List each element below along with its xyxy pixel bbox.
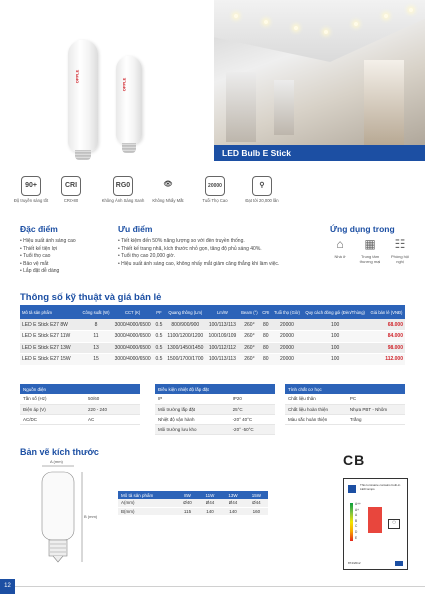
bulb-symbol-icon <box>348 485 356 493</box>
ceiling-light <box>264 20 268 24</box>
energy-label-footer: 874/2012 <box>348 561 361 565</box>
feature-lifetime: 20000 Tuổi Thọ Cao <box>192 176 238 203</box>
rg0-icon: RG0 <box>113 176 133 196</box>
ceiling-light <box>384 14 388 18</box>
power-table: Nguồn điện Tần số (Hz) 50/60 Điện áp (V) 220 - 240 AC/DC AC <box>20 384 140 425</box>
table-row: LED E Stick E27 8W 8 3000/4000/6500 0.5 800/900/900 100/113/113 260° 80 20000 100 68.000 <box>20 319 405 331</box>
applications-title: Ứng dụng trong <box>330 224 395 234</box>
stick-bulb-small <box>116 56 142 144</box>
table-row: Môi trường lưu kho -20° -50°C <box>155 424 275 434</box>
house-icon: ⌂ <box>336 237 344 251</box>
energy-label <box>343 478 408 570</box>
product-title-bar: LED Bulb E Stick <box>214 145 425 161</box>
list-item: • Thiết kế tiện lợi <box>20 246 115 254</box>
page-number: 12 <box>0 579 15 594</box>
characteristics-title: Đặc điểm <box>20 224 58 234</box>
list-item: • Tuổi thọ cao <box>20 253 115 261</box>
label-a: A (mm) <box>50 459 63 464</box>
bulb-logo: OPPLE <box>121 77 127 92</box>
mechanical-table: Tính chất cơ học Chất liệu thân PC Chất liệu hoàn thiện Nhựa PBT - Nhôm Màu sắc hoàn thiện Trắng <box>285 384 405 425</box>
ceiling-light <box>354 22 358 26</box>
list-item: • Tuổi thọ cao 20,000 giờ. <box>118 253 308 261</box>
spec-table-header: Mô tả sản phẩm Công suất (W) CCT (K) PF Quang thông (Lm) Lm/W Beam (°) CRI Tuổi thọ (Giờ) Quy cách đóng gói (Đèn/Thùng) Giá bán lẻ (VNĐ) <box>20 305 405 319</box>
table-row: Điện áp (V) 220 - 240 <box>20 404 140 414</box>
display-rack <box>274 80 294 135</box>
ceiling-light <box>324 30 328 34</box>
display-rack <box>364 60 404 145</box>
meeting-icon: ☷ <box>394 237 406 251</box>
eye-icon: 👁 <box>163 181 173 188</box>
bulb-base <box>122 143 136 153</box>
table-row: Chất liệu thân PC <box>285 394 405 404</box>
feature-cri: CRI CRI>80 <box>48 176 94 203</box>
label-b: B (mm) <box>84 514 98 519</box>
ceiling-light <box>294 26 298 30</box>
store-interior-photo <box>214 0 425 160</box>
application-home: ⌂ Nhà ở <box>328 236 352 259</box>
table-row: Màu sắc hoàn thiện Trắng <box>285 414 405 424</box>
dimension-table: Mô tả sản phẩm 8W 11W 13W 15W A(mm) Ø40 Ø44 Ø44 Ø44 B(mm) 115 140 140 160 <box>118 491 268 516</box>
advantages-list <box>118 238 308 268</box>
table-row: LED E Stick E27 13W 13 3000/4000/6500 0.5 1300/1450/1450 100/112/112 260° 80 20000 100 98.000 <box>20 342 405 354</box>
table-row: Chất liệu hoàn thiện Nhựa PBT - Nhôm <box>285 404 405 414</box>
list-item: • Hiệu suất ánh sáng cao <box>20 238 115 246</box>
eu-flag-icon <box>395 561 403 566</box>
table-row: A(mm) Ø40 Ø44 Ø44 Ø44 <box>118 499 268 507</box>
table-row: Nhiệt độ vận hành -20° 40°C <box>155 414 275 424</box>
bulb-logo: OPPLE <box>74 69 80 84</box>
list-item: • Hiệu suất ánh sáng cao, không nhấy mắt giảm căng thẳng khi làm việc. <box>118 261 308 269</box>
characteristics-list <box>20 238 115 276</box>
list-item: • Bảo vệ mắt <box>20 261 115 269</box>
ra-90-icon: 90+ <box>21 176 41 196</box>
table-row: Tần số (Hz) 50/60 <box>20 394 140 404</box>
lifetime-icon: 20000 <box>205 176 225 196</box>
lamp-icon: ◯ <box>388 519 400 529</box>
bulb-base <box>75 150 91 160</box>
environment-table: Điều kiện nhiệt độ lắp đặt IP IP20 Môi trường lắp đặt 25°C Nhiệt độ vận hành -20° 40°C Môi trường lưu kho -20° -50°C <box>155 384 275 435</box>
cb-certification-mark: CB <box>343 452 366 468</box>
spec-section-title: Thông số kỹ thuật và giá bán lẻ <box>20 292 162 303</box>
ceiling-light <box>234 14 238 18</box>
list-item: • Tiết kiệm đến 50% năng lượng so với đèn truyền thống. <box>118 238 308 246</box>
display-rack <box>226 72 256 142</box>
feature-ra: 90+ Độ truyền sáng tốt <box>8 176 54 203</box>
list-item: • Lắp đặt dễ dàng <box>20 268 115 276</box>
ceiling <box>214 0 425 62</box>
application-meeting-room: ☷ Phòng hội nghị <box>390 237 409 264</box>
cri-icon: CRI <box>61 176 81 196</box>
table-row: IP IP20 <box>155 394 275 404</box>
energy-label-text: This luminaire contains built-in LED lamps <box>360 483 401 491</box>
application-mall: ▦ Trung tâm thương mại <box>359 237 381 264</box>
stick-bulb-large <box>68 40 98 152</box>
product-photo <box>0 0 210 160</box>
feature-switching: ⚲ Đạt tới 20,000 lần <box>239 176 285 203</box>
table-row: AC/DC AC <box>20 414 140 424</box>
table-row: B(mm) 115 140 140 160 <box>118 507 268 515</box>
list-item: • Thiết kế trang nhã, kích thước nhỏ gọn, tăng độ phủ sáng 40%. <box>118 246 308 254</box>
spec-table <box>20 305 405 366</box>
table-row: Môi trường lắp đặt 25°C <box>155 404 275 414</box>
store-icon: ▦ <box>364 237 376 251</box>
bulb-outline <box>42 472 74 540</box>
dimension-drawing-title: Bản vẽ kích thước <box>20 447 99 457</box>
table-row: LED E Stick E27 11W 11 3000/4000/6500 0.5 1100/1200/1200 100/109/109 260° 80 20000 100 84.000 <box>20 331 405 343</box>
feature-flicker-free: 👁 Không Nhấy Mắt <box>145 176 191 203</box>
dimension-drawing <box>22 458 102 580</box>
ceiling-light <box>409 8 413 12</box>
lamp-icon: ⚲ <box>252 176 272 196</box>
energy-class-list: A++ A+ A B C D E <box>355 502 361 540</box>
lamp-class-arrow <box>368 507 382 533</box>
footer-divider <box>15 586 425 587</box>
energy-scale <box>350 503 353 541</box>
table-row: LED E Stick E27 15W 15 3000/4000/6500 0.5 1500/1700/1700 100/113/113 260° 80 20000 100 112.000 <box>20 354 405 366</box>
feature-rg0: RG0 Không Ánh Sáng Xanh <box>100 176 146 203</box>
advantages-title: Ưu điểm <box>118 224 153 234</box>
